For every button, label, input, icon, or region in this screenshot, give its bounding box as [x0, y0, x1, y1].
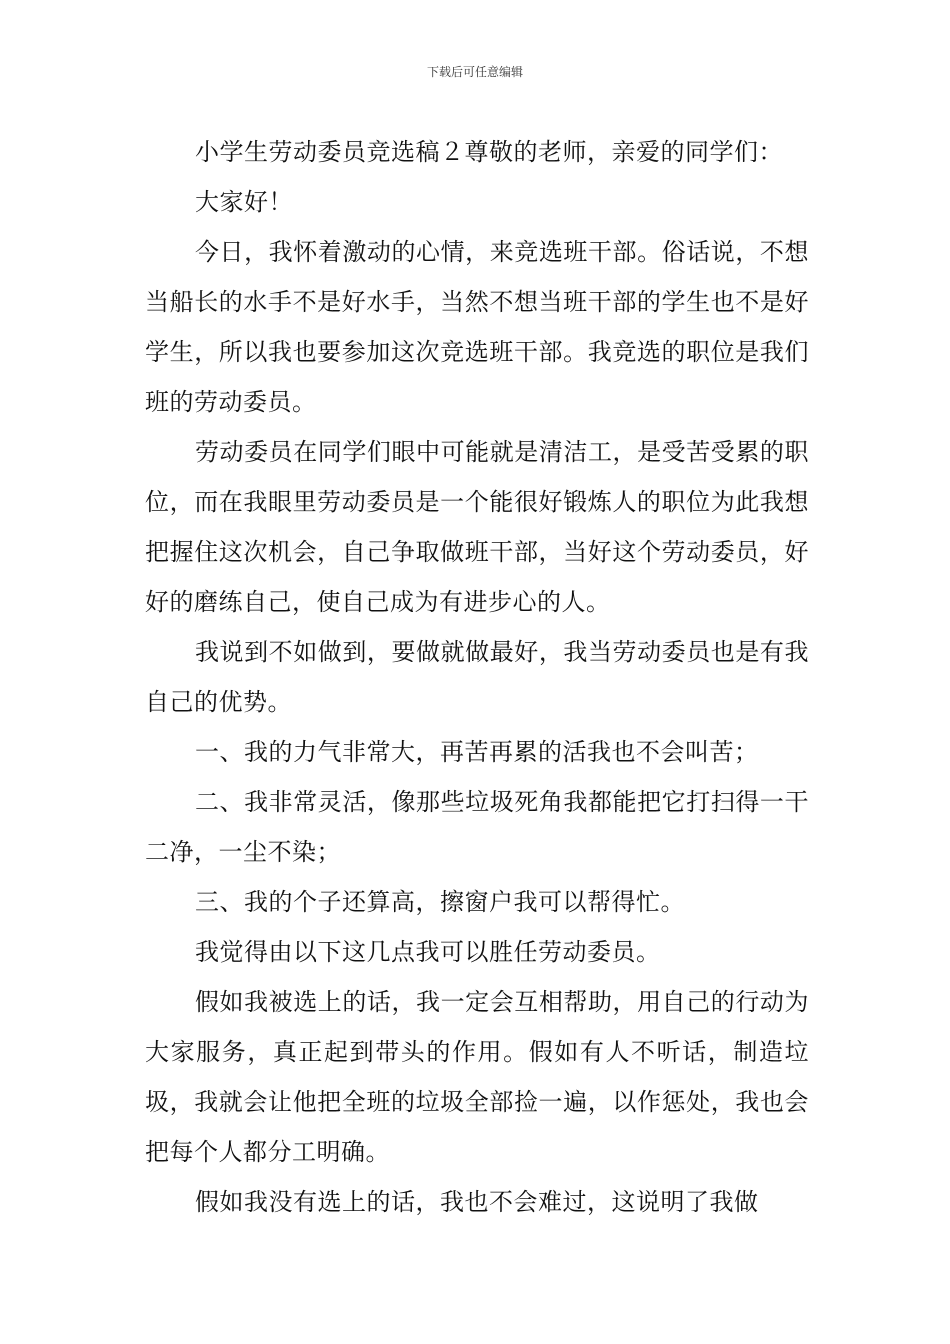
document-body [145, 127, 809, 1227]
paragraph-title-greeting: 小学生劳动委员竞选稿２尊敬的老师，亲爱的同学们： [195, 138, 783, 166]
paragraph-point-one: 一、我的力气非常大，再苦再累的活我也不会叫苦； [195, 738, 759, 766]
paragraph-intro: 今日，我怀着激动的心情，来竞选班干部。俗话说，不想当船长的水手不是好水手，当然不想当班干部的学生也不是好学生，所以我也要参加这次竞选班干部。我竞选的职位是我们班的劳动委员。 [145, 238, 809, 416]
paragraph-role-view: 劳动委员在同学们眼中可能就是清洁工，是受苦受累的职位，而在我眼里劳动委员是一个能很好锻炼人的职位为此我想把握住这次机会，自己争取做班干部，当好这个劳动委员，好好的磨练自己，使自己成为有进步心的人。 [145, 438, 809, 616]
paragraph-conclusion: 我觉得由以下这几点我可以胜任劳动委员。 [195, 938, 661, 966]
paragraph-hello: 大家好！ [195, 188, 293, 216]
header-note: 下载后可任意编辑 [426, 65, 523, 79]
paragraph-point-two: 二、我非常灵活，像那些垃圾死角我都能把它打扫得一干二净，一尘不染； [145, 788, 809, 866]
paragraph-if-not-elected: 假如我没有选上的话，我也不会难过，这说明了我做 [195, 1188, 759, 1216]
paragraph-if-elected: 假如我被选上的话，我一定会互相帮助，用自己的行动为大家服务，真正起到带头的作用。假如有人不听话，制造垃圾，我就会让他把全班的垃圾全部捡一遍，以作惩处，我也会把每个人都分工明确。 [145, 988, 809, 1166]
paragraph-point-three: 三、我的个子还算高，擦窗户我可以帮得忙。 [195, 888, 685, 916]
paragraph-advantage: 我说到不如做到，要做就做最好，我当劳动委员也是有我自己的优势。 [145, 638, 809, 716]
